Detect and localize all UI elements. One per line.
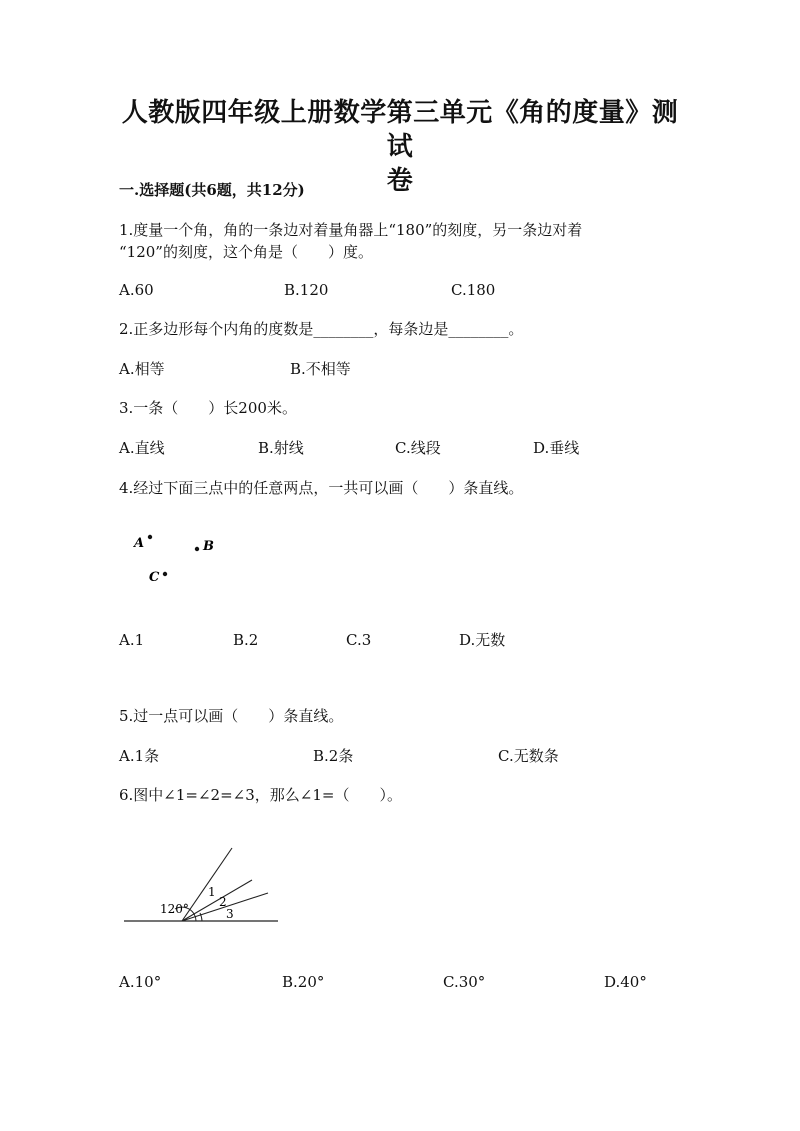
point-c-dot: [163, 572, 167, 576]
q1-option-a: A.60: [119, 281, 154, 299]
q1-option-c: C.180: [451, 281, 496, 299]
angle-2-label: 2: [219, 895, 227, 909]
title-line-1: 人教版四年级上册数学第三单元《角的度量》测试: [121, 98, 679, 162]
q6-option-c: C.30°: [443, 973, 486, 991]
question-1-line-1: 1.度量一个角，角的一条边对着量角器上“180”的刻度，另一条边对着: [119, 221, 583, 239]
angle-120-label: 120°: [160, 902, 189, 916]
angle-figure: [120, 840, 290, 930]
q3-option-d: D.垂线: [533, 439, 580, 457]
point-b-label: B: [203, 539, 214, 554]
q4-option-d: D.无数: [459, 631, 506, 649]
question-1-line-2: “120”的刻度，这个角是（ ）度。: [119, 243, 373, 261]
point-c-label: C: [149, 570, 160, 585]
q6-option-a: A.10°: [119, 973, 162, 991]
section-heading: 一.选择题(共6题，共12分): [119, 181, 305, 199]
angle-3-label: 3: [226, 907, 234, 921]
question-1: [119, 219, 679, 263]
q5-option-b: B.2条: [313, 747, 354, 765]
q5-option-c: C.无数条: [498, 747, 559, 765]
q4-option-b: B.2: [233, 631, 259, 649]
q3-option-b: B.射线: [258, 439, 304, 457]
q6-option-b: B.20°: [282, 973, 325, 991]
question-2: 2.正多边形每个内角的度数是________，每条边是________。: [119, 320, 524, 338]
ray-2: [182, 880, 252, 921]
three-points-figure: [120, 520, 240, 600]
angle-1-label: 1: [208, 885, 216, 899]
q4-option-a: A.1: [119, 631, 145, 649]
point-b-dot: [195, 547, 199, 551]
question-5: 5.过一点可以画（ ）条直线。: [119, 707, 344, 725]
q6-option-d: D.40°: [604, 973, 647, 991]
question-4: 4.经过下面三点中的任意两点，一共可以画（ ）条直线。: [119, 479, 524, 497]
q4-option-c: C.3: [346, 631, 372, 649]
q2-option-b: B.不相等: [290, 360, 351, 378]
question-6: 6.图中∠1=∠2=∠3，那么∠1=（ ）。: [119, 786, 402, 804]
q3-option-c: C.线段: [395, 439, 441, 457]
ray-1: [182, 848, 232, 921]
q2-option-a: A.相等: [119, 360, 165, 378]
q3-option-a: A.直线: [119, 439, 165, 457]
question-3: 3.一条（ ）长200米。: [119, 399, 297, 417]
title-line-2: 卷: [386, 166, 414, 196]
q1-option-b: B.120: [284, 281, 329, 299]
point-a-label: A: [134, 536, 145, 551]
q5-option-a: A.1条: [119, 747, 160, 765]
point-a-dot: [148, 535, 152, 539]
